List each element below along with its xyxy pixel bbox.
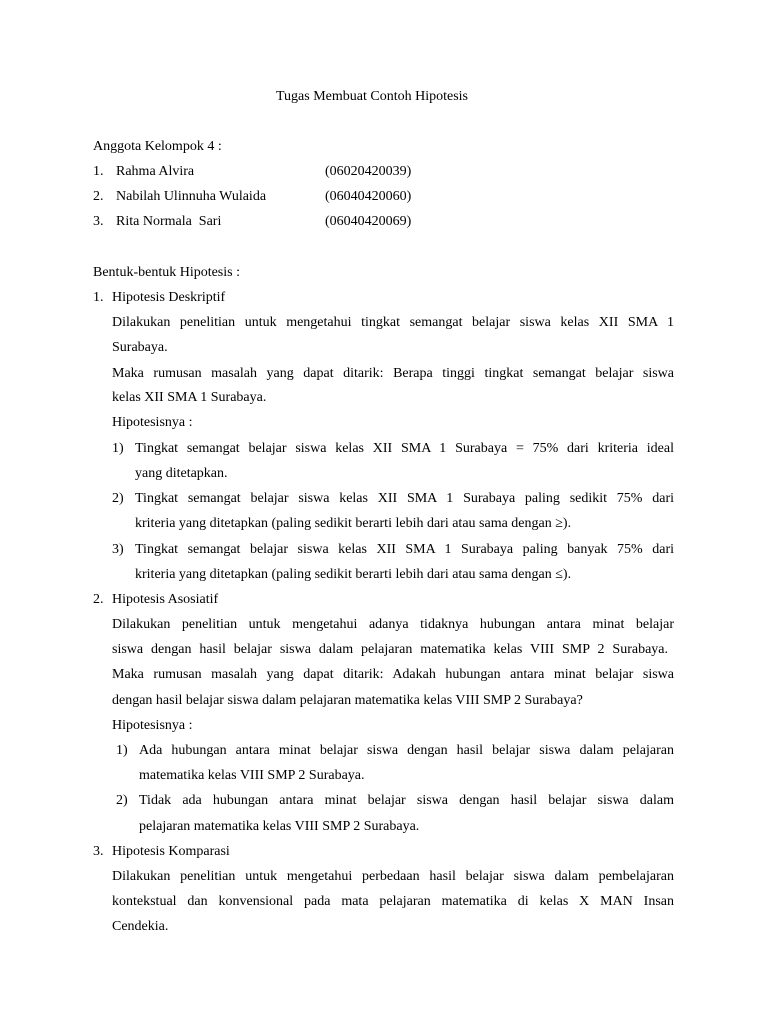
hypothesis-item-number: 2) bbox=[116, 793, 128, 808]
group-heading: Anggota Kelompok 4 : bbox=[93, 139, 222, 154]
hypothesis-item-number: 3) bbox=[112, 542, 124, 557]
member-number: 3. bbox=[93, 214, 104, 229]
member-name: Nabilah Ulinnuha Wulaida bbox=[116, 189, 267, 204]
section-title: Hipotesis Komparasi bbox=[112, 844, 230, 859]
document-title: Tugas Membuat Contoh Hipotesis bbox=[276, 89, 468, 104]
hypothesis-item-line: pelajaran matematika kelas VIII SMP 2 Surabaya. bbox=[139, 819, 420, 834]
hypothesis-item-number: 1) bbox=[116, 743, 128, 758]
paragraph-line: Cendekia. bbox=[112, 919, 169, 934]
hypothesis-label: Hipotesisnya : bbox=[112, 415, 193, 430]
hypothesis-item-line: matematika kelas VIII SMP 2 Surabaya. bbox=[139, 768, 365, 783]
paragraph-line: Dilakukan penelitian untuk mengetahui perbedaan hasil belajar siswa dalam pembelajaran bbox=[112, 869, 674, 884]
paragraph-line: Maka rumusan masalah yang dapat ditarik: Berapa tinggi tingkat semangat belajar siswa bbox=[112, 366, 674, 381]
forms-heading: Bentuk-bentuk Hipotesis : bbox=[93, 265, 240, 280]
hypothesis-item-number: 2) bbox=[112, 491, 124, 506]
section-number: 3. bbox=[93, 844, 104, 859]
paragraph-line: Surabaya. bbox=[112, 340, 168, 355]
hypothesis-item-line: Tingkat semangat belajar siswa kelas XII SMA 1 Surabaya paling sedikit 75% dari bbox=[135, 491, 674, 506]
paragraph-line: kontekstual dan konvensional pada mata pelajaran matematika di kelas X MAN Insan bbox=[112, 894, 674, 909]
hypothesis-label: Hipotesisnya : bbox=[112, 718, 193, 733]
hypothesis-item-line: yang ditetapkan. bbox=[135, 466, 228, 481]
paragraph-line: siswa dengan hasil belajar siswa dalam pelajaran matematika kelas VIII SMP 2 Surabaya. bbox=[112, 642, 668, 657]
member-id: (06040420069) bbox=[325, 214, 412, 229]
section-number: 2. bbox=[93, 592, 104, 607]
hypothesis-item-line: Tidak ada hubungan antara minat belajar siswa dengan hasil belajar siswa dalam bbox=[139, 793, 674, 808]
paragraph-line: kelas XII SMA 1 Surabaya. bbox=[112, 390, 267, 405]
paragraph-line: Dilakukan penelitian untuk mengetahui adanya tidaknya hubungan antara minat belajar bbox=[112, 617, 674, 632]
paragraph-line: dengan hasil belajar siswa dalam pelajaran matematika kelas VIII SMP 2 Surabaya? bbox=[112, 693, 583, 708]
member-number: 1. bbox=[93, 164, 104, 179]
paragraph-line: Dilakukan penelitian untuk mengetahui tingkat semangat belajar siswa kelas XII SMA 1 bbox=[112, 315, 674, 330]
paragraph-line: Maka rumusan masalah yang dapat ditarik: Adakah hubungan antara minat belajar siswa bbox=[112, 667, 674, 682]
section-number: 1. bbox=[93, 290, 104, 305]
member-name: Rahma Alvira bbox=[116, 164, 195, 179]
hypothesis-item-line: Ada hubungan antara minat belajar siswa dengan hasil belajar siswa dalam pelajaran bbox=[139, 743, 674, 758]
member-id: (06040420060) bbox=[325, 189, 412, 204]
member-number: 2. bbox=[93, 189, 104, 204]
hypothesis-item-line: Tingkat semangat belajar siswa kelas XII SMA 1 Surabaya = 75% dari kriteria ideal bbox=[135, 441, 674, 456]
hypothesis-item-line: kriteria yang ditetapkan (paling sedikit berarti lebih dari atau sama dengan ≥). bbox=[135, 516, 572, 531]
member-id: (06020420039) bbox=[325, 164, 412, 179]
section-title: Hipotesis Deskriptif bbox=[112, 290, 226, 305]
section-title: Hipotesis Asosiatif bbox=[112, 592, 219, 607]
hypothesis-item-line: Tingkat semangat belajar siswa kelas XII SMA 1 Surabaya paling banyak 75% dari bbox=[135, 542, 674, 557]
hypothesis-item-line: kriteria yang ditetapkan (paling sedikit berarti lebih dari atau sama dengan ≤). bbox=[135, 567, 572, 582]
hypothesis-item-number: 1) bbox=[112, 441, 124, 456]
member-name: Rita Normala Sari bbox=[116, 214, 222, 229]
